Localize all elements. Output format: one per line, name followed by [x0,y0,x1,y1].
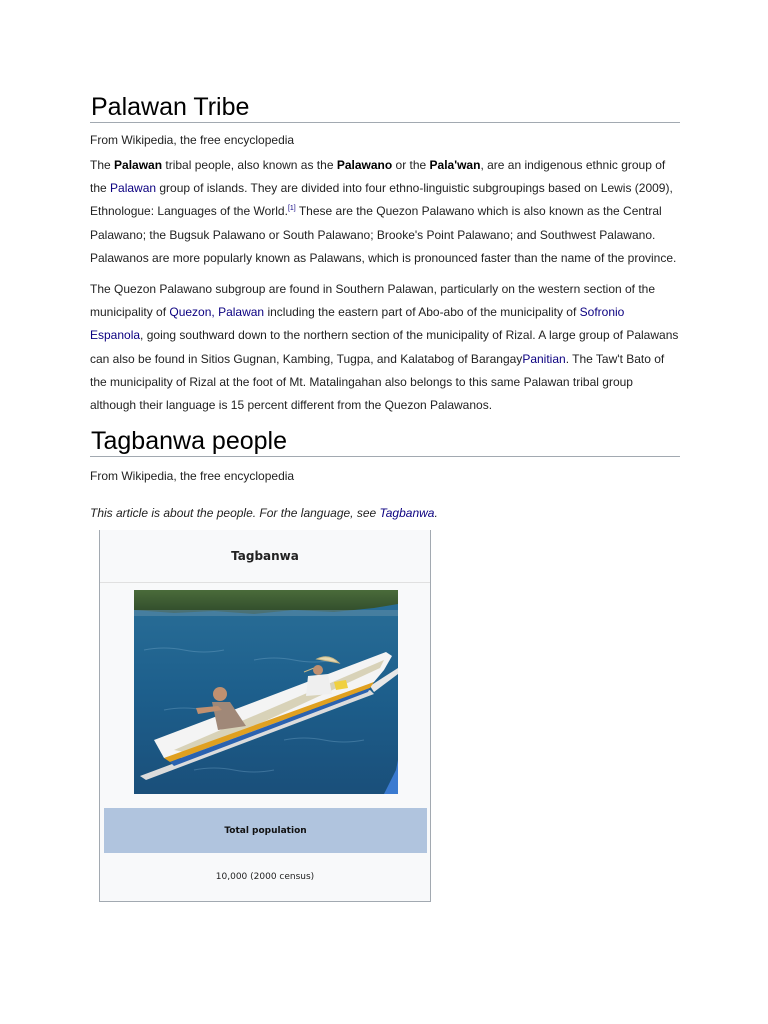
text: group of islands. They are divided into four ethno-linguistic subgroupings based on Lewis (2009), Ethnologue: Languages of the World. [90,181,673,219]
bold-term-palawan: Palawan [114,158,163,172]
bold-term-palawan-apostrophe: Pala'wan [429,158,481,172]
text: . [434,506,438,521]
link-panitian[interactable]: Panitian [522,351,566,366]
outrigger-boat-photo[interactable] [134,590,398,794]
citation-link[interactable]: [1] [287,205,296,213]
population-label: Total population [104,808,427,853]
hatnote [90,505,680,521]
page-title: Palawan Tribe [90,92,680,123]
text: These are the Quezon Palawano which is also known as the Central Palawano; the Bugsuk Palawano or South Palawano; Brooke's Point Palawano; and Southwest Palawano. Palawanos are more popularly known as Palawans, which is pronounced faster than the name of the province. [90,204,677,265]
population-value: 10,000 (2000 census) [215,872,315,882]
text: This article is about the people. For the language, see [90,506,380,521]
text: including the eastern part of Abo-abo of the municipality of [264,305,580,320]
text: . The Taw't Bato of the municipality of Rizal at the foot of Mt. Matalingahan also belongs to this same Palawan tribal group although their language is 15 percent different from the Quezon Palawanos. [90,351,665,413]
text: tribal people, also known as the [162,158,337,172]
site-subtitle: From Wikipedia, the free encyclopedia [90,133,295,147]
link-sofronio-espanola[interactable]: Sofronio Espanola [90,305,625,343]
section-title: Tagbanwa people [90,426,680,457]
article [90,0,680,521]
site-subtitle: From Wikipedia, the free encyclopedia [90,469,295,484]
paragraph-quezon [90,278,680,417]
text: The Quezon Palawano subgroup are found in Southern Palawan, particularly on the western section of the municipality of [90,282,656,320]
paragraph-intro [90,154,680,270]
text: The [90,158,115,172]
infobox [99,530,431,902]
link-tagbanwa-language[interactable]: Tagbanwa [379,506,435,521]
text: or the [392,158,430,172]
link-palawan[interactable]: Palawan [110,181,157,196]
link-quezon-palawan[interactable]: Quezon, Palawan [169,305,265,320]
text: , are an indigenous ethnic group of the [90,158,666,196]
bold-term-palawano: Palawano [336,158,393,172]
text: , going southward down to the northern section of the municipality of Rizal. A large group of Palawans can also be found in Sitios Gugnan, Kambing, Tugpa, and Kalatabog of Barangay [90,328,679,366]
infobox-caption: Tagbanwa [100,530,430,583]
